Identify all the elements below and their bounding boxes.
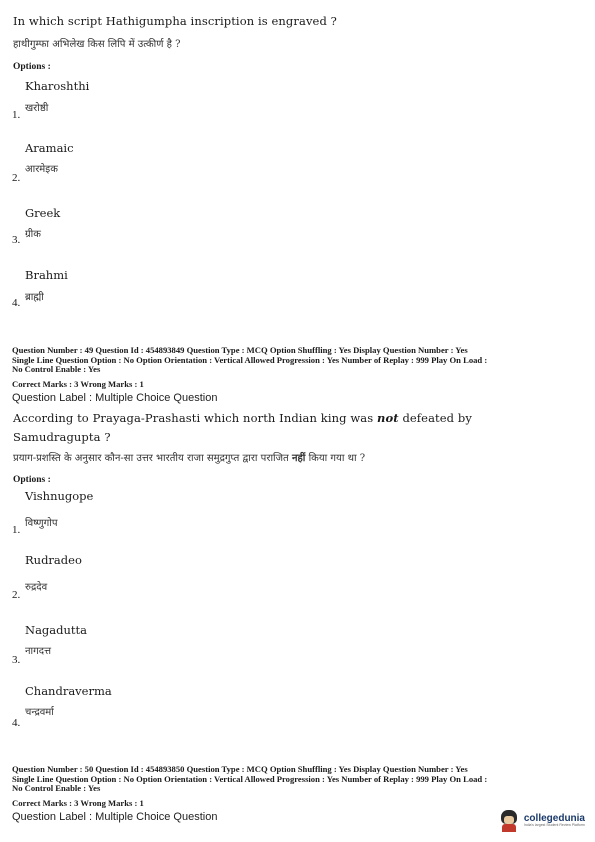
q49-option-2-text: Rudradeo xyxy=(25,553,82,567)
q50-question-label: Question Label : Multiple Choice Question xyxy=(12,811,218,823)
q49-question-text-emphasis: not xyxy=(377,411,399,425)
q48-option-3-number: 3. xyxy=(12,234,21,246)
q49-question-text-line-2: Samudragupta ? xyxy=(13,430,111,444)
q49-option-2-text-hindi: रुद्रदेव xyxy=(25,582,48,593)
q49-meta-line-1: Question Number : 49 Question Id : 454893849 Question Type : MCQ Option Shuffling : Yes Display Question Number : Yes xyxy=(12,345,468,355)
q49-question-text xyxy=(13,411,472,425)
q49-option-2-number: 2. xyxy=(12,589,21,601)
q50-meta-line-3: No Control Enable : Yes xyxy=(12,783,101,794)
mascot-icon xyxy=(498,810,520,832)
q48-option-4-text: Brahmi xyxy=(25,268,68,282)
q48-option-2-text: Aramaic xyxy=(25,141,74,155)
q48-option-2-number: 2. xyxy=(12,172,21,184)
q48-option-1-number: 1. xyxy=(12,109,21,121)
q48-question-text: In which script Hathigumpha inscription is engraved ? xyxy=(13,14,337,28)
collegedunia-logo xyxy=(498,810,585,832)
q48-option-1-text: Kharoshthi xyxy=(25,79,90,93)
q48-option-3-text: Greek xyxy=(25,206,61,220)
q48-option-4-number: 4. xyxy=(12,297,21,309)
q49-meta-line-2: Single Line Question Option : No Option Orientation : Vertical Allowed Progression : Yes Number of Replay : 999 Play On Load : xyxy=(12,354,488,365)
q49-option-4-number: 4. xyxy=(12,717,21,729)
logo-name: collegedunia xyxy=(523,813,585,825)
q48-option-1-text-hindi: खरोष्ठी xyxy=(25,103,49,114)
q49-hindi-part-1: प्रयाग-प्रशस्ति के अनुसार कौन-सा उत्तर भारतीय राजा समुद्रगुप्त द्वारा पराजित xyxy=(13,453,289,464)
q50-meta-line-1: Question Number : 50 Question Id : 454893850 Question Type : MCQ Option Shuffling : Yes Display Question Number : Yes xyxy=(12,764,468,774)
q50-meta-line-2: Single Line Question Option : No Option Orientation : Vertical Allowed Progression : Yes Number of Replay : 999 Play On Load : xyxy=(12,773,488,784)
logo-tagline: India's largest Student Review Platform xyxy=(523,823,585,828)
q48-options-label: Options : xyxy=(13,62,51,72)
q48-option-4-text-hindi: ब्राह्मी xyxy=(25,292,44,303)
q49-question-label: Question Label : Multiple Choice Question xyxy=(12,392,218,404)
q49-option-1-number: 1. xyxy=(12,524,21,536)
q49-meta-line-3: No Control Enable : Yes xyxy=(12,364,101,375)
q49-metadata xyxy=(12,346,587,375)
q49-hindi-emphasis: नहीं xyxy=(291,453,306,464)
q48-option-2-text-hindi: आरमेइक xyxy=(25,164,58,175)
q49-option-3-text-hindi: नागदत्त xyxy=(25,646,51,657)
q49-question-text-hindi xyxy=(13,450,365,464)
q49-option-1-text: Vishnugope xyxy=(25,489,94,503)
q48-option-3-text-hindi: ग्रीक xyxy=(25,229,41,240)
q50-marks: Correct Marks : 3 Wrong Marks : 1 xyxy=(12,798,144,808)
q49-question-text-part-1: According to Prayaga-Prashasti which north Indian king was xyxy=(13,411,374,425)
q49-option-3-number: 3. xyxy=(12,654,21,666)
q49-option-4-text: Chandraverma xyxy=(25,684,112,698)
q49-marks: Correct Marks : 3 Wrong Marks : 1 xyxy=(12,379,144,389)
q50-metadata xyxy=(12,765,587,794)
q49-hindi-part-2: किया गया था ? xyxy=(308,453,366,464)
q48-question-text-hindi: हाथीगुम्फा अभिलेख किस लिपि में उत्कीर्ण है ? xyxy=(13,39,181,50)
q49-option-4-text-hindi: चन्द्रवर्मा xyxy=(25,707,54,718)
q49-options-label: Options : xyxy=(13,475,51,485)
q49-question-text-part-2: defeated by xyxy=(402,411,472,425)
q49-option-1-text-hindi: विष्णुगोप xyxy=(25,518,58,529)
q49-option-3-text: Nagadutta xyxy=(25,623,88,637)
